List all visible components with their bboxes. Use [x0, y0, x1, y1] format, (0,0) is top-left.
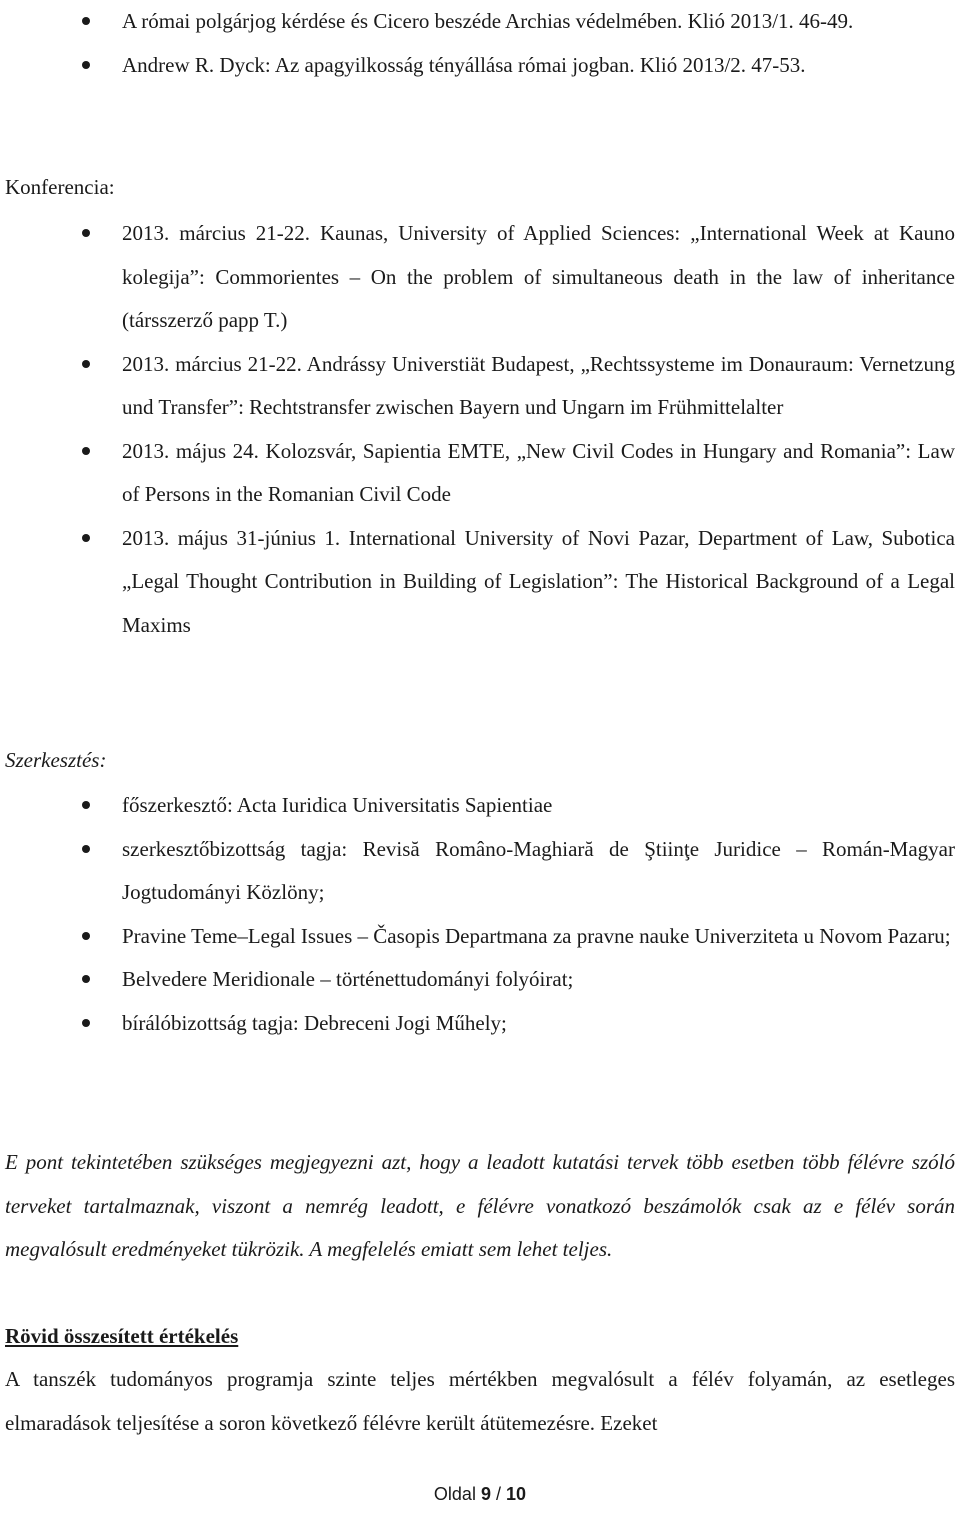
list-item: 2013. március 21-22. Andrássy Universtiät Budapest, „Rechtssysteme im Donauraum: Vernetzung und Transfer”: Rechtstransfer zwischen Bayern und Ungarn im Frühmittelalter: [0, 343, 960, 430]
note-paragraph: E pont tekintetében szükséges megjegyezni azt, hogy a leadott kutatási tervek több esetben több félévre szóló terveket tartalmaznak, viszont a nemrég leadott, e félévre vonatkozó beszámolók csak az e félév során megvalósult eredményeket tükrözik. A megfelelés emiatt sem lehet teljes.: [5, 1150, 955, 1261]
page-number-footer: [0, 1484, 960, 1505]
page-separator: /: [496, 1484, 502, 1504]
list-item: 2013. május 24. Kolozsvár, Sapientia EMTE, „New Civil Codes in Hungary and Romania”: Law of Persons in the Romanian Civil Code: [0, 430, 960, 517]
summary-heading: Rövid összesített értékelés: [5, 1324, 239, 1348]
page-current: 9: [480, 1484, 491, 1504]
list-item: Belvedere Meridionale – történettudományi folyóirat;: [0, 958, 960, 1002]
conference-list: [0, 212, 960, 647]
list-item: Andrew R. Dyck: Az apagyilkosság tényállása római jogban. Klió 2013/2. 47-53.: [0, 44, 960, 88]
list-item: bírálóbizottság tagja: Debreceni Jogi Műhely;: [0, 1002, 960, 1046]
list-item: 2013. május 31-június 1. International University of Novi Pazar, Department of Law, Subotica „Legal Thought Contribution in Building of Legislation”: The Historical Background of a Legal Maxims: [0, 517, 960, 648]
editing-heading: Szerkesztés:: [5, 748, 107, 772]
conference-heading: Konferencia:: [5, 175, 115, 199]
list-item: Pravine Teme–Legal Issues – Časopis Departmana za pravne nauke Univerziteta u Novom Pazaru;: [0, 915, 960, 959]
page-total: 10: [506, 1484, 527, 1504]
editing-list: [0, 784, 960, 1045]
list-item: szerkesztőbizottság tagja: Revisă Româno-Maghiară de Ştiinţe Juridice – Román-Magyar Jogtudományi Közlöny;: [0, 828, 960, 915]
list-item: főszerkesztő: Acta Iuridica Universitatis Sapientiae: [0, 784, 960, 828]
summary-paragraph: A tanszék tudományos programja szinte teljes mértékben megvalósult a félév folyamán, az esetleges elmaradások teljesítése a soron következő félévre került átütemezésre. Ezeket: [5, 1367, 955, 1435]
page-label: Oldal: [433, 1484, 476, 1504]
list-item: A római polgárjog kérdése és Cicero beszéde Archias védelmében. Klió 2013/1. 46-49.: [0, 0, 960, 44]
publications-list: [0, 0, 960, 87]
list-item: 2013. március 21-22. Kaunas, University of Applied Sciences: „International Week at Kauno kolegija”: Commorientes – On the problem of simultaneous death in the law of inheritance (társszerző papp T.): [0, 212, 960, 343]
